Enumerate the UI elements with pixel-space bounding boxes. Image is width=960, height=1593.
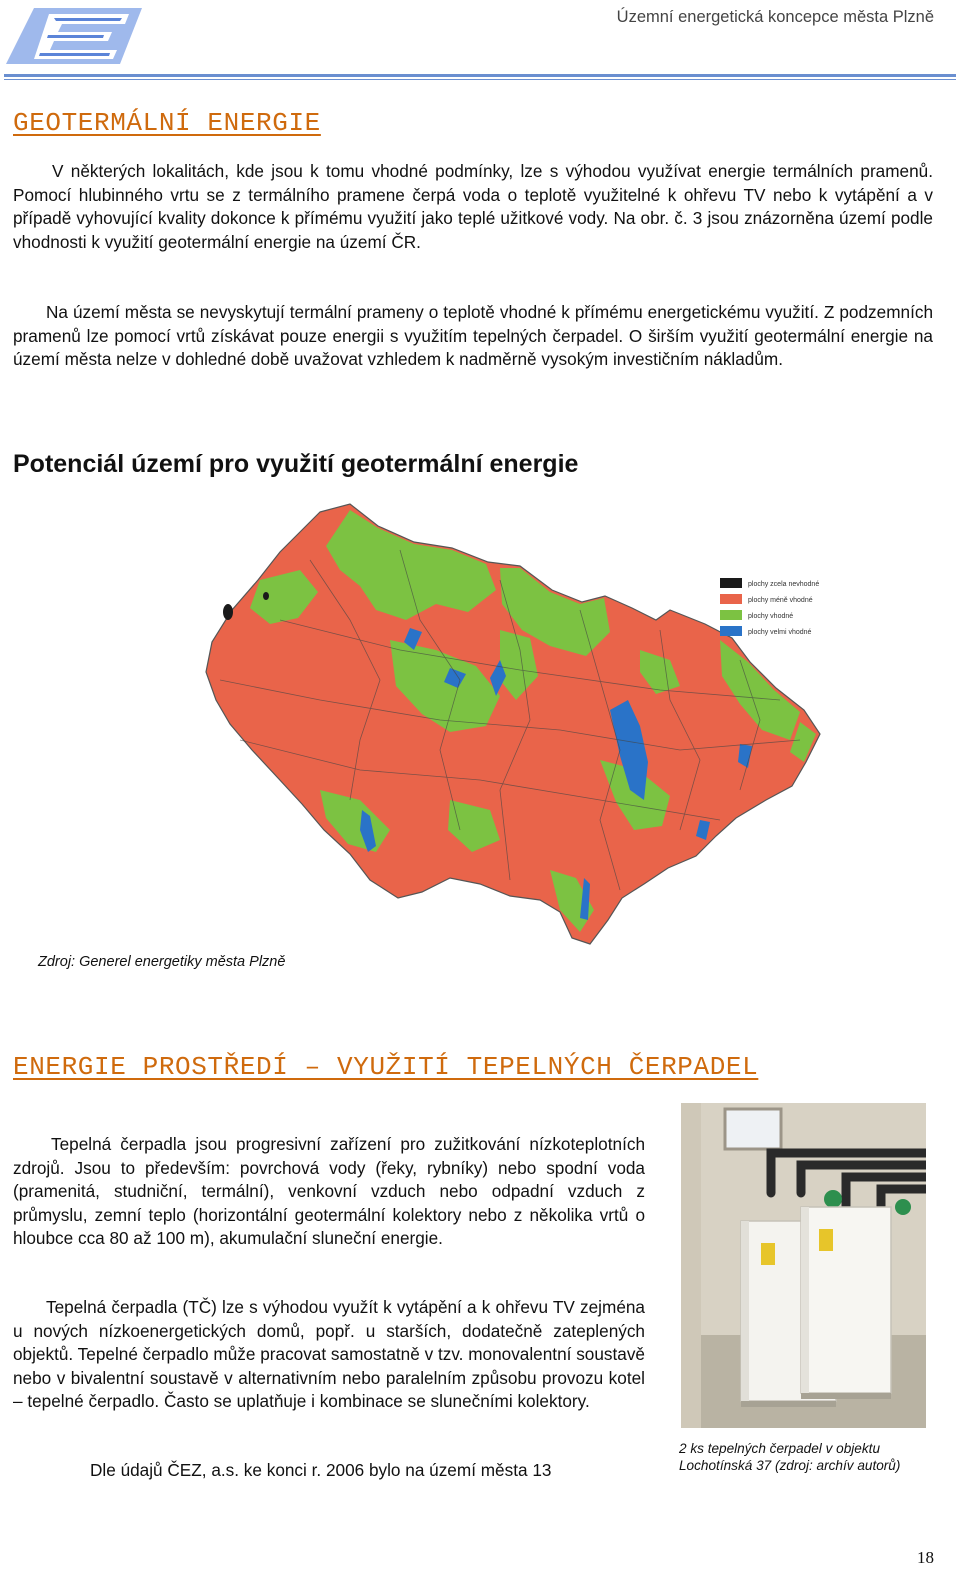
map-source-caption: Zdroj: Generel energetiky města Plzně xyxy=(38,954,286,970)
map-legend xyxy=(720,578,819,636)
page-number: 18 xyxy=(917,1548,934,1567)
section-heading-geothermal: GEOTERMÁLNÍ ENERGIE xyxy=(13,108,321,138)
company-logo-icon xyxy=(4,6,144,66)
header-divider xyxy=(4,74,956,77)
section-heading-heat-pumps: ENERGIE PROSTŘEDÍ – VYUŽITÍ TEPELNÝCH ČERPADEL xyxy=(13,1052,759,1082)
paragraph-geothermal-city: Na území města se nevyskytují termální prameny o teplotě vhodné k přímému energetickému využití. Z podzemních pramenů lze pomocí vrtů získávat pouze energii s využitím tepelných čerpadel. O širším využití geotermální energie na území města nelze v dohledné době uvažovat vzhledem k nadměrně vysokým investičním nákladům. xyxy=(13,302,933,369)
legend-label-less-suitable: plochy méně vhodné xyxy=(748,597,813,604)
paragraph-cez-data: Dle údajů ČEZ, a.s. ke konci r. 2006 bylo na území města 13 xyxy=(90,1460,552,1480)
paragraph-heat-pump-sources: Tepelná čerpadla jsou progresivní zařízení pro zužitkování nízkoteplotních zdrojů. Jsou to především: povrchová vody (řeky, rybníky) nebo spodní voda (pramenitá, studniční, termální), venkovní vzduch nebo odpadní vzduch z průmyslu, zemní teplo (horizontální geotermální kolektory nebo z několika vrtů o hloubce cca 80 až 100 m), akumulační sluneční energie. xyxy=(13,1134,645,1248)
paragraph-geothermal-intro: V některých lokalitách, kde jsou k tomu vhodné podmínky, lze s výhodou využívat energie termálních pramenů. Pomocí hlubinného vrtu se z termálního pramene čerpá voda o teplotě využitelné k ohřevu TV nebo k vytápění a v případě vyhovující kvality dokonce k přímému využití jako teplé užitkové vody. Na obr. č. 3 jsou znázorněna území podle vhodnosti k využití geotermální energie na území ČR. xyxy=(13,161,933,252)
figure-title: Potenciál území pro využití geotermální energie xyxy=(13,450,579,478)
legend-label-unsuitable: plochy zcela nevhodné xyxy=(748,581,820,588)
document-header-title: Územní energetická koncepce města Plzně xyxy=(616,8,934,26)
paragraph-heat-pump-usage: Tepelná čerpadla (TČ) lze s výhodou využít k vytápění a k ohřevu TV zejména u nových nízkoenergetických domů, popř. u starších, dodatečně zateplených objektů. Tepelné čerpadlo může pracovat samostatně v tzv. monovalentní soustavě nebo v bivalentní soustavě v alternativním nebo paralelním způsobu provozu kotel – tepelné čerpadlo. Často se uplatňuje i kombinace se slunečními kolektory. xyxy=(13,1297,645,1411)
photo-caption: 2 ks tepelných čerpadel v objektu Lochotínská 37 (zdroj: archív autorů) xyxy=(679,1441,901,1473)
legend-label-very-suitable: plochy velmi vhodné xyxy=(748,629,812,636)
legend-label-suitable: plochy vhodné xyxy=(748,613,794,620)
geothermal-suitability-map xyxy=(200,500,900,955)
heat-pump-photo xyxy=(681,1103,926,1428)
header-divider-thin xyxy=(4,79,956,80)
